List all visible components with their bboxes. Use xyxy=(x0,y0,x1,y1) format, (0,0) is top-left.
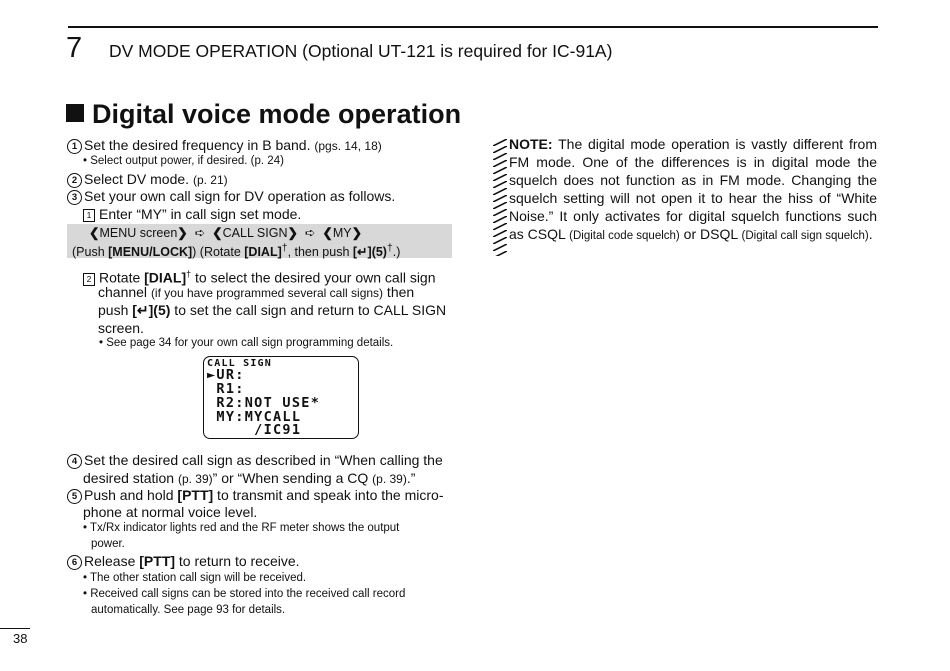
step-number: 4 xyxy=(67,454,82,469)
key-label: [PTT] xyxy=(177,487,214,503)
page-ref: (p. 21) xyxy=(192,173,228,187)
substep-number: 2 xyxy=(83,273,95,286)
text: push xyxy=(98,302,133,318)
section-title: Digital voice mode operation xyxy=(92,99,462,129)
note-body: or DSQL xyxy=(679,226,742,242)
lcd-display xyxy=(203,356,359,439)
arrow-icon: ➪ xyxy=(194,226,206,240)
step-text: Set your own call sign for DV operation as follows. xyxy=(84,188,396,204)
bracket-right-icon: ❯ xyxy=(177,226,188,240)
substep-number: 1 xyxy=(83,209,95,222)
bracket-right-icon: ❯ xyxy=(351,226,363,240)
page-ref: (p. 39) xyxy=(372,472,407,486)
step-number: 1 xyxy=(67,139,82,154)
note-body: . xyxy=(868,226,873,242)
text: to transmit and speak into the micro- xyxy=(213,487,444,503)
dagger-mark: † xyxy=(186,269,192,279)
step-number: 3 xyxy=(67,190,82,205)
bracket-left-icon: ❮ xyxy=(212,226,223,240)
step-text: Set the desired call sign as described in “When calling the xyxy=(84,452,443,468)
text: channel xyxy=(98,284,151,300)
step-3 xyxy=(67,187,395,205)
text: Push and hold xyxy=(84,487,178,503)
step-number: 6 xyxy=(67,555,82,570)
text: ) (Rotate xyxy=(192,245,245,260)
lcd-line-2: R1: xyxy=(207,381,245,397)
step-4 xyxy=(67,451,443,469)
chapter-title: DV MODE OPERATION (Optional UT-121 is required for IC-91A) xyxy=(109,41,613,61)
step-6-bullet-2-line2: automatically. See page 93 for details. xyxy=(91,604,286,616)
header-rule xyxy=(68,26,878,28)
dagger-mark: † xyxy=(386,243,393,254)
text: .) xyxy=(392,245,401,260)
note-hatch-icon xyxy=(493,139,507,256)
step-6 xyxy=(67,552,300,570)
bracket-left-icon: ❮ xyxy=(89,226,100,240)
chapter-number: 7 xyxy=(66,32,83,64)
text: , then push xyxy=(287,245,353,260)
arrow-icon: ➪ xyxy=(304,226,316,240)
bracket-right-icon: ❯ xyxy=(287,226,298,240)
step-number: 2 xyxy=(67,173,82,188)
note-paragraph xyxy=(509,135,877,245)
key-label: [MENU/LOCK] xyxy=(108,245,193,260)
step-3-sub-2-line4: screen. xyxy=(98,320,144,336)
substep-text: Enter “MY” in call sign set mode. xyxy=(99,206,302,222)
menu-path xyxy=(89,225,362,241)
page-ref: (p. 39) xyxy=(177,472,213,486)
step-text: Select DV mode. xyxy=(84,171,190,187)
text: desired station xyxy=(83,470,178,486)
text: (if you have programmed several call signs) xyxy=(150,286,384,300)
note-body: The digital mode operation is vastly different from FM mode. One of the differences is in digital mode the squelch does not function as in FM mode. Changing the squelch setting will not open it to hear the hiss of “White Noise.” It only activates for digital squelch functions such as CSQL xyxy=(509,136,877,242)
text: then xyxy=(383,284,415,300)
text: .” xyxy=(406,470,416,486)
text: Rotate xyxy=(99,269,145,286)
key-label: [DIAL] xyxy=(244,245,282,260)
step-3-sub-2-bullet: • See page 34 for your own call sign programming details. xyxy=(99,337,394,349)
lcd-line-3: R2:NOT USE* xyxy=(207,395,321,411)
square-bullet-icon xyxy=(66,104,84,122)
bracket-left-icon: ❮ xyxy=(322,226,333,240)
step-5 xyxy=(67,486,444,504)
key-label: [↵](5) xyxy=(132,302,171,318)
text: Release xyxy=(84,553,140,569)
key-label: [DIAL] xyxy=(144,269,187,286)
text: to return to receive. xyxy=(175,553,300,569)
section-heading xyxy=(66,97,461,131)
step-3-sub-2-line3 xyxy=(98,301,446,319)
note-paren: (Digital code squelch) xyxy=(569,230,680,242)
text: to select the desired your own call sign xyxy=(191,269,436,286)
key-label: [PTT] xyxy=(139,553,176,569)
menu-path-keys xyxy=(72,241,400,260)
lcd-line-1: ►UR: xyxy=(207,367,245,383)
step-5-bullet: • Tx/Rx indicator lights red and the RF meter shows the output xyxy=(83,522,400,534)
menu-item: MY xyxy=(332,226,352,240)
page-ref: (pgs. 14, 18) xyxy=(314,139,382,153)
step-number: 5 xyxy=(67,489,82,504)
step-6-bullet-1: • The other station call sign will be received. xyxy=(83,572,307,584)
lcd-line-4: MY:MYCALL xyxy=(207,409,302,425)
step-1-bullet: • Select output power, if desired. (p. 24) xyxy=(83,155,284,167)
lcd-title: CALL SIGN xyxy=(207,358,272,369)
note-label: NOTE: xyxy=(509,136,553,152)
menu-item: MENU screen xyxy=(99,226,178,240)
page-number: 38 xyxy=(13,631,28,646)
step-3-sub-1 xyxy=(83,205,301,223)
step-5-bullet-line2: power. xyxy=(91,538,125,550)
step-6-bullet-2: • Received call signs can be stored into the received call record xyxy=(83,588,406,600)
text: (Push xyxy=(72,245,109,260)
step-5-line2: phone at normal voice level. xyxy=(83,504,258,520)
dagger-mark: † xyxy=(281,243,288,254)
note-paren: (Digital call sign squelch) xyxy=(741,230,869,242)
step-3-sub-2-line2 xyxy=(98,283,414,302)
step-text: Set the desired frequency in B band. xyxy=(84,137,311,153)
text: ” or “When sending a CQ xyxy=(212,470,373,486)
text: to set the call sign and return to CALL SIGN xyxy=(170,302,447,318)
page-number-rule xyxy=(0,628,30,629)
menu-item: CALL SIGN xyxy=(222,226,288,240)
key-label: [↵](5) xyxy=(352,245,387,260)
lcd-line-5: /IC91 xyxy=(207,422,302,438)
